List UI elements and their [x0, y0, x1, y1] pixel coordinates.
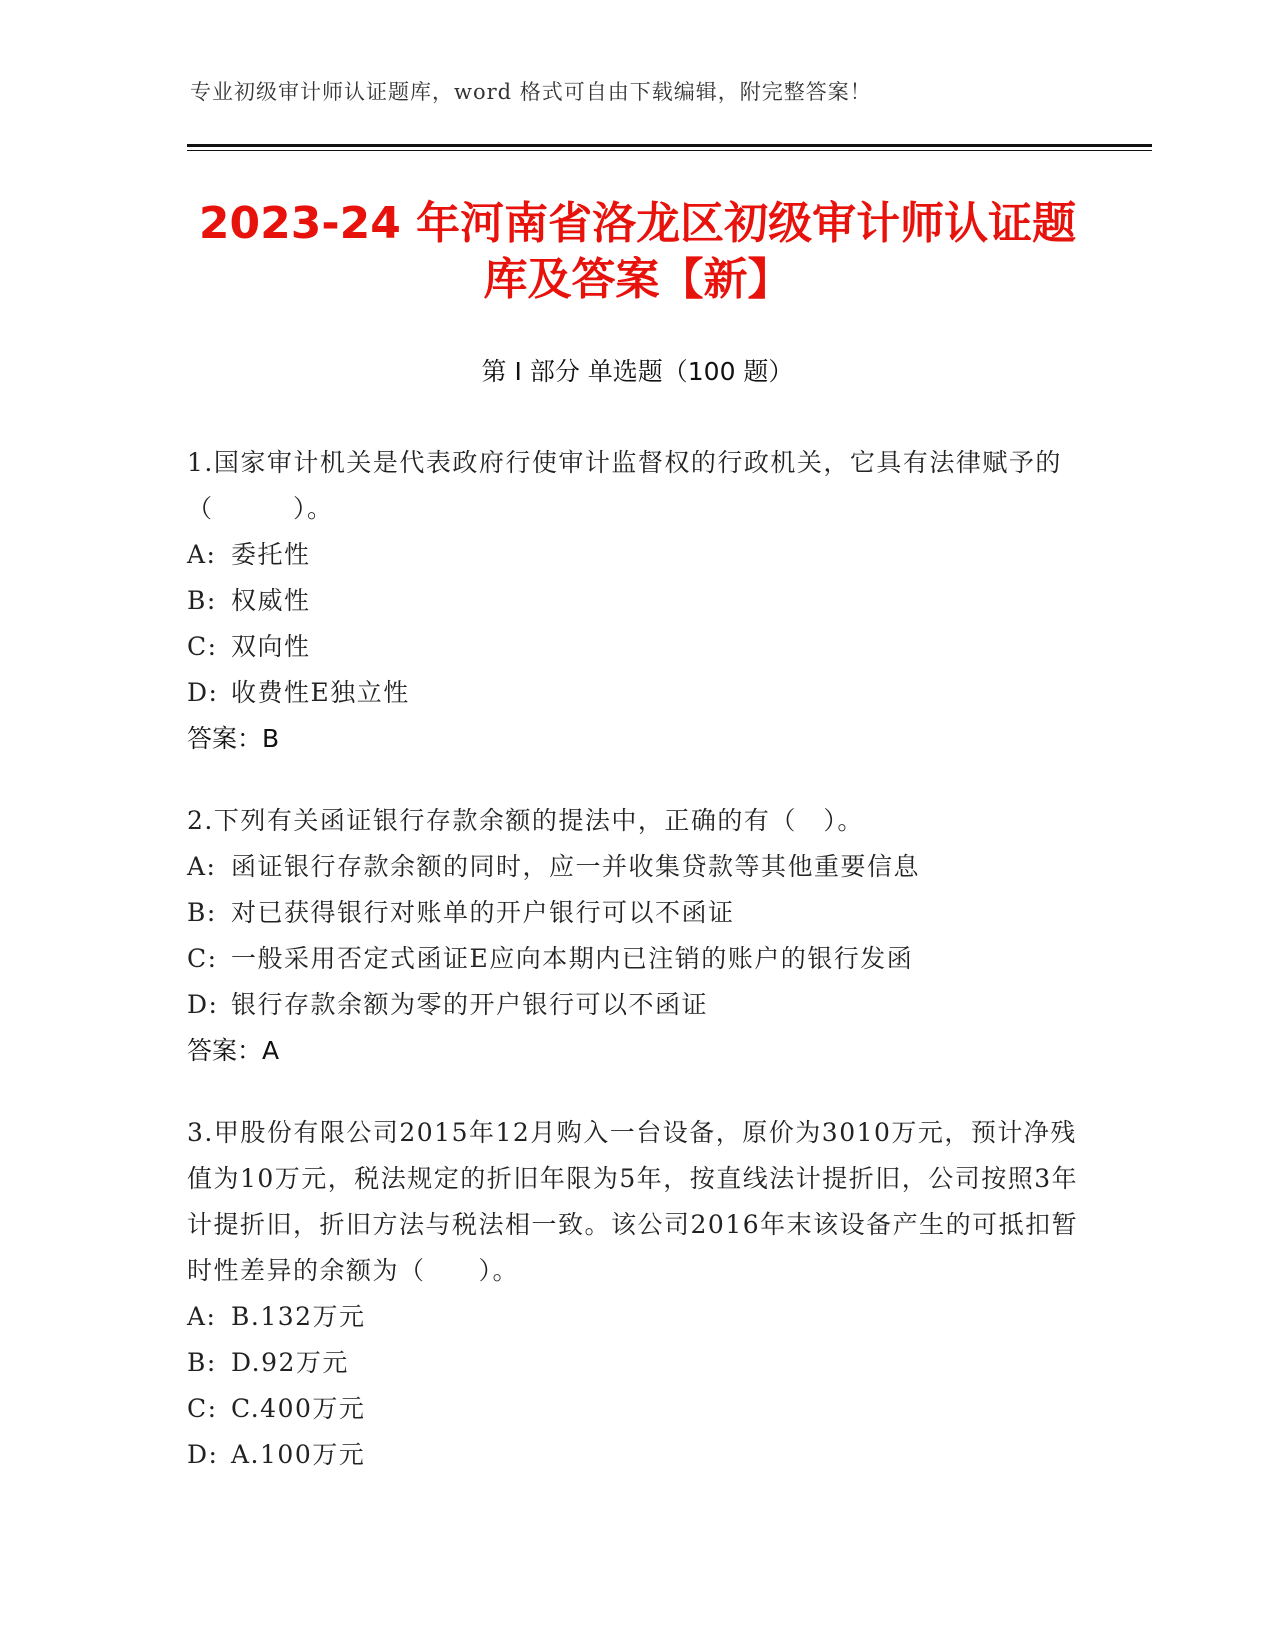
option-text: 委托性: [231, 540, 311, 569]
option-text: 权威性: [231, 586, 311, 615]
option-text: 收费性E独立性: [231, 678, 410, 707]
option-text: 银行存款余额为零的开户银行可以不函证: [231, 990, 709, 1019]
option-text: 对已获得银行对账单的开户银行可以不函证: [231, 898, 735, 927]
option-c: [187, 624, 1087, 670]
option-text: A.100万元: [231, 1440, 366, 1469]
option-text: C.400万元: [231, 1394, 366, 1423]
option-d: [187, 670, 1087, 716]
option-key: D:: [187, 1440, 219, 1469]
option-key: D:: [187, 678, 219, 707]
option-b: [187, 1340, 1087, 1386]
document-title-line-1: 2023-24 年河南省洛龙区初级审计师认证题: [198, 198, 1077, 249]
question-1: [187, 440, 1087, 762]
header-rule-thin: [187, 150, 1152, 151]
option-a: [187, 844, 1087, 890]
option-text: B.132万元: [231, 1302, 366, 1331]
header-rule-thick: [187, 144, 1152, 147]
option-key: C:: [187, 632, 218, 661]
answer: 答案：B: [187, 724, 280, 753]
answer: 答案：A: [187, 1036, 280, 1065]
option-key: C:: [187, 944, 218, 973]
document-title-line-2: 库及答案【新】: [483, 254, 792, 305]
option-d: [187, 1432, 1087, 1478]
option-key: A:: [187, 852, 217, 881]
option-text: 一般采用否定式函证E应向本期内已注销的账户的银行发函: [231, 944, 914, 973]
option-a: [187, 1294, 1087, 1340]
option-key: C:: [187, 1394, 218, 1423]
option-key: D:: [187, 990, 219, 1019]
question-3: [187, 1110, 1087, 1478]
section-title: 第 I 部分 单选题（100 题）: [481, 357, 794, 386]
header-note: 专业初级审计师认证题库，word 格式可自由下载编辑，附完整答案！: [190, 80, 872, 104]
question-stem: 2.下列有关函证银行存款余额的提法中，正确的有（ ）。: [187, 806, 864, 835]
option-text: 函证银行存款余额的同时，应一并收集贷款等其他重要信息: [231, 852, 921, 881]
option-b: [187, 578, 1087, 624]
option-key: B:: [187, 898, 217, 927]
option-key: A:: [187, 1302, 217, 1331]
option-key: B:: [187, 1348, 217, 1377]
option-b: [187, 890, 1087, 936]
question-stem: 3.甲股份有限公司2015年12月购入一台设备，原价为3010万元，预计净残值为10万元，税法规定的折旧年限为5年，按直线法计提折旧，公司按照3年计提折旧，折旧方法与税法相一致。该公司2016年末该设备产生的可抵扣暂时性差异的余额为（ ）。: [187, 1118, 1079, 1285]
option-c: [187, 1386, 1087, 1432]
option-d: [187, 982, 1087, 1028]
option-text: D.92万元: [231, 1348, 349, 1377]
document-title: [160, 196, 1115, 308]
question-list: [187, 440, 1087, 1514]
option-c: [187, 936, 1087, 982]
question-stem: 1.国家审计机关是代表政府行使审计监督权的行政机关，它具有法律赋予的（ ）。: [187, 448, 1062, 523]
option-a: [187, 532, 1087, 578]
option-text: 双向性: [231, 632, 311, 661]
option-key: A:: [187, 540, 217, 569]
question-2: [187, 798, 1087, 1074]
option-key: B:: [187, 586, 217, 615]
